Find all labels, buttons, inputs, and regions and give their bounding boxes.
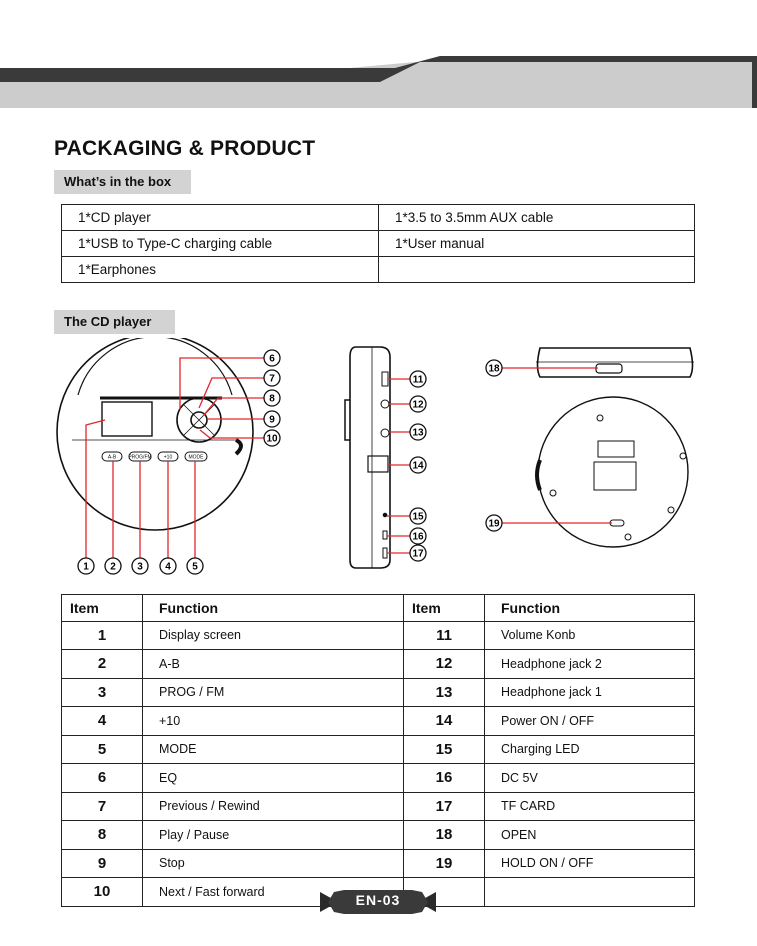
callout-15	[410, 508, 426, 524]
callout-5	[187, 558, 203, 574]
cd-player-diagram	[0, 338, 757, 578]
item-number: 3	[62, 678, 143, 707]
svg-text:3: 3	[137, 561, 143, 573]
item-function: Power ON / OFF	[485, 707, 695, 736]
item-function: PROG / FM	[143, 678, 404, 707]
item-function: Display screen	[143, 621, 404, 650]
item-function: Headphone jack 2	[485, 650, 695, 679]
section-label-cd-player: The CD player	[54, 310, 175, 334]
item-number: 10	[62, 878, 143, 907]
callout-13	[410, 424, 426, 440]
callout-9	[264, 411, 280, 427]
table-cell: 1*USB to Type-C charging cable	[62, 231, 379, 257]
svg-text:16: 16	[412, 531, 424, 543]
item-number: 18	[404, 821, 485, 850]
svg-text:15: 15	[412, 511, 424, 523]
item-number: 7	[62, 792, 143, 821]
table-row	[62, 621, 695, 650]
item-number: 17	[404, 792, 485, 821]
column-header: Item	[404, 595, 485, 622]
callout-18	[486, 360, 502, 376]
svg-text:1: 1	[83, 561, 89, 573]
table-row	[62, 707, 695, 736]
svg-text:14: 14	[412, 460, 424, 472]
header-band	[0, 0, 757, 115]
svg-text:6: 6	[269, 353, 275, 365]
svg-text:4: 4	[165, 561, 171, 573]
player-side-view	[345, 347, 390, 568]
page-title: PACKAGING & PRODUCT	[54, 137, 316, 160]
item-function: A-B	[143, 650, 404, 679]
item-function: Charging LED	[485, 735, 695, 764]
item-number: 11	[404, 621, 485, 650]
table-row	[62, 205, 695, 231]
page-number: EN-03	[355, 892, 401, 908]
item-number: 12	[404, 650, 485, 679]
section-label-box: What’s in the box	[54, 170, 191, 194]
item-function: MODE	[143, 735, 404, 764]
plus10-button-label: +10	[163, 454, 173, 461]
item-number: 5	[62, 735, 143, 764]
function-table	[61, 594, 695, 907]
callout-8	[264, 390, 280, 406]
table-row	[62, 735, 695, 764]
svg-text:10: 10	[266, 433, 278, 445]
svg-text:11: 11	[412, 374, 424, 386]
callout-11	[410, 371, 426, 387]
callout-4	[160, 558, 176, 574]
item-number: 19	[404, 849, 485, 878]
item-function: DC 5V	[485, 764, 695, 793]
table-row	[62, 650, 695, 679]
svg-text:7: 7	[269, 373, 275, 385]
mode-button-label: MODE	[188, 454, 204, 461]
item-number: 6	[62, 764, 143, 793]
table-row	[62, 849, 695, 878]
item-number: 16	[404, 764, 485, 793]
table-cell	[379, 257, 695, 283]
player-back-view	[537, 397, 688, 547]
column-header: Function	[143, 595, 404, 622]
item-number: 2	[62, 650, 143, 679]
item-number: 8	[62, 821, 143, 850]
table-cell: 1*User manual	[379, 231, 695, 257]
display-screen	[102, 402, 152, 436]
table-header-row	[62, 595, 695, 622]
item-function: HOLD ON / OFF	[485, 849, 695, 878]
callout-19	[486, 515, 502, 531]
svg-text:9: 9	[269, 414, 275, 426]
svg-text:12: 12	[412, 399, 424, 411]
svg-text:18: 18	[488, 363, 500, 375]
item-function	[485, 878, 695, 907]
svg-text:8: 8	[269, 393, 275, 405]
item-function: Volume Konb	[485, 621, 695, 650]
table-cell: 1*CD player	[62, 205, 379, 231]
item-function: OPEN	[485, 821, 695, 850]
callout-1	[78, 558, 94, 574]
svg-text:5: 5	[192, 561, 198, 573]
player-top-view	[536, 348, 694, 377]
item-function: Next / Fast forward	[143, 878, 404, 907]
item-number: 4	[62, 707, 143, 736]
item-number: 9	[62, 849, 143, 878]
table-cell: 1*Earphones	[62, 257, 379, 283]
table-row	[62, 764, 695, 793]
svg-text:17: 17	[412, 548, 424, 560]
callout-14	[410, 457, 426, 473]
column-header: Item	[62, 595, 143, 622]
table-row	[62, 257, 695, 283]
callout-6	[264, 350, 280, 366]
box-contents-table	[61, 204, 695, 283]
table-cell: 1*3.5 to 3.5mm AUX cable	[379, 205, 695, 231]
item-number: 13	[404, 678, 485, 707]
item-function: Play / Pause	[143, 821, 404, 850]
item-function: EQ	[143, 764, 404, 793]
callout-2	[105, 558, 121, 574]
item-number: 14	[404, 707, 485, 736]
table-row	[62, 678, 695, 707]
ab-button-label: A-B	[107, 454, 117, 461]
svg-text:2: 2	[110, 561, 116, 573]
callout-3	[132, 558, 148, 574]
prog-fm-button-label: PROG/FM	[128, 454, 152, 461]
table-row	[62, 231, 695, 257]
column-header: Function	[485, 595, 695, 622]
callout-10	[264, 430, 280, 446]
item-function: Headphone jack 1	[485, 678, 695, 707]
table-row	[62, 821, 695, 850]
item-number: 1	[62, 621, 143, 650]
callout-16	[410, 528, 426, 544]
item-function: Stop	[143, 849, 404, 878]
callout-17	[410, 545, 426, 561]
callout-7	[264, 370, 280, 386]
callout-12	[410, 396, 426, 412]
item-function: Previous / Rewind	[143, 792, 404, 821]
item-function: TF CARD	[485, 792, 695, 821]
svg-text:13: 13	[412, 427, 424, 439]
item-number: 15	[404, 735, 485, 764]
item-function: +10	[143, 707, 404, 736]
table-row	[62, 792, 695, 821]
callout-numbers	[78, 350, 502, 574]
svg-text:19: 19	[488, 518, 500, 530]
